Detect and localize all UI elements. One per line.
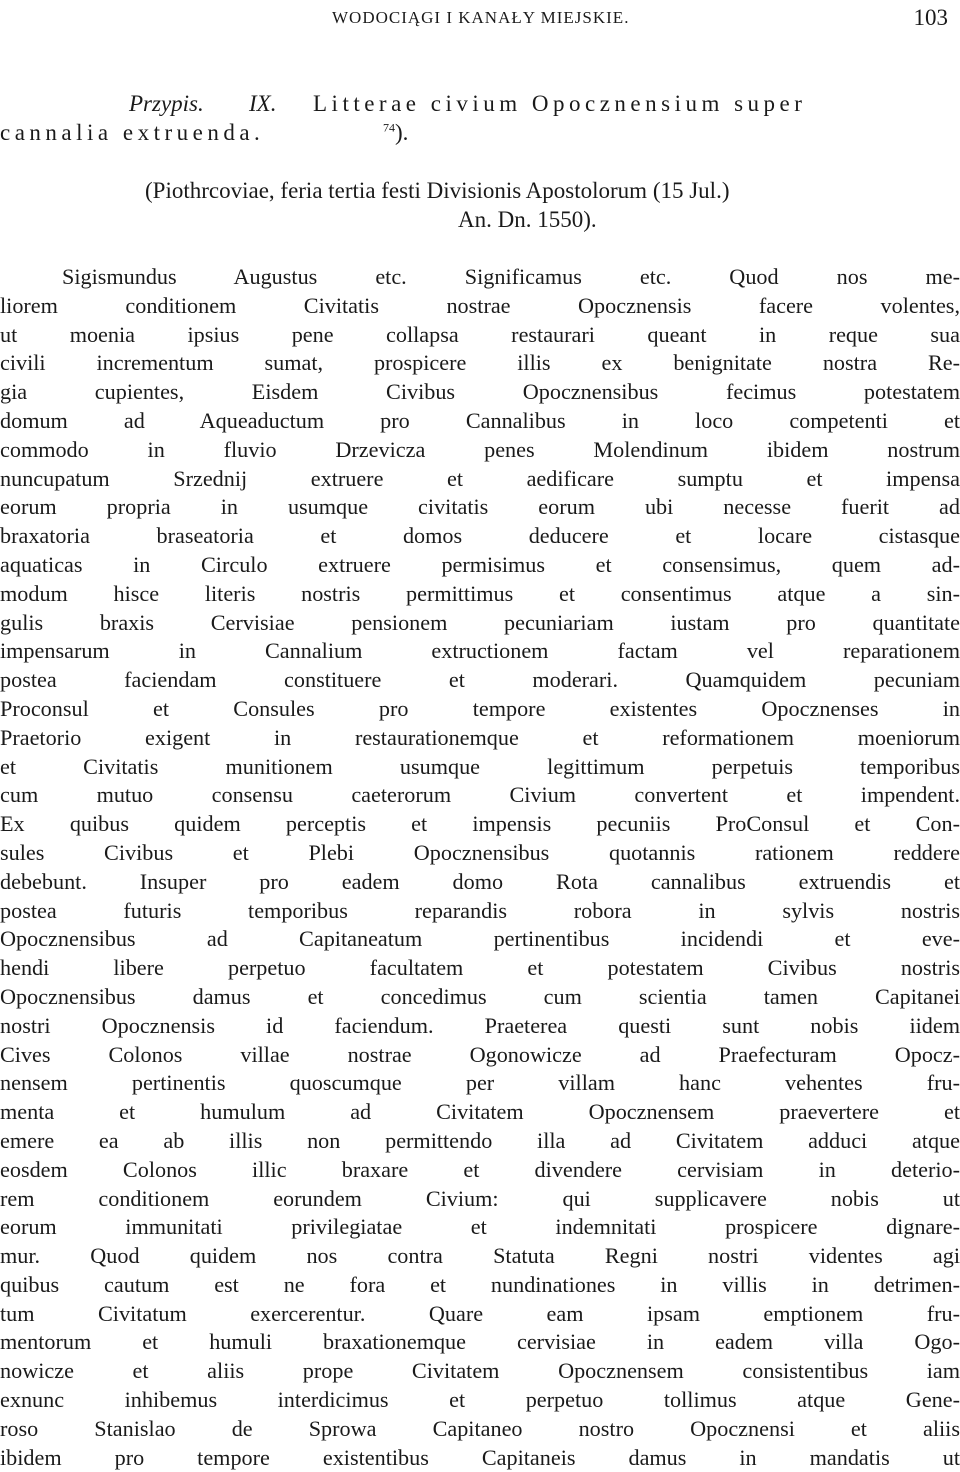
- body-line: Proconsul et Consules pro tempore existentes Opocznenses in: [0, 695, 960, 721]
- body-line: rem conditionem eorundem Civium: qui supplicavere nobis ut: [0, 1185, 960, 1211]
- body-line: nensem pertinentis quoscumque per villam hanc vehentes fru-: [0, 1070, 960, 1096]
- body-line: sules Civibus et Plebi Opocznensibus quotannis rationem reddere: [0, 839, 960, 865]
- body-line: gulis braxis Cervisiae pensionem pecuniariam iustam pro quantitate: [0, 609, 960, 635]
- body-line: Sigismundus Augustus etc. Significamus etc. Quod nos me-: [62, 264, 960, 289]
- body-line: eosdem Colonos illic braxare et divendere cervisiam in deterio-: [0, 1156, 960, 1182]
- heading-label: Przypis.: [129, 91, 204, 116]
- body-line: liorem conditionem Civitatis nostrae Opocznensis facere volentes,: [0, 292, 960, 318]
- body-line: mentorum et humuli braxationemque cervisiae in eadem villa Ogo-: [0, 1329, 960, 1355]
- body-line: roso Stanislao de Sprowa Capitaneo nostro Opocznensi et aliis: [0, 1415, 960, 1441]
- body-line: domum ad Aqueaductum pro Cannalibus in loco competenti et: [0, 407, 960, 433]
- body-line: cum mutuo consensu caeterorum Civium convertent et impendent.: [0, 782, 960, 808]
- body-line: gia cupientes, Eisdem Civibus Opocznensibus fecimus potestatem: [0, 379, 960, 405]
- body-line: et Civitatis munitionem usumque legittimum perpetuis temporibus: [0, 753, 960, 779]
- body-line: braxatoria braseatoria et domos deducere et locare cistasque: [0, 523, 960, 549]
- body-line: postea faciendam constituere et moderari. Quamquidem pecuniam: [0, 667, 960, 693]
- body-line: quibus cautum est ne fora et nundinationes in villis in detrimen-: [0, 1271, 960, 1297]
- body-line: Cives Colonos villae nostrae Ogonowicze ad Praefecturam Opocz-: [0, 1041, 960, 1067]
- body-line: nuncupatum Srzednij extruere et aedificare sumptu et impensa: [0, 465, 960, 491]
- body-line: Ex quibus quidem perceptis et impensis pecuniis ProConsul et Con-: [0, 811, 960, 837]
- dateline-line1: (Piothrcoviae, feria tertia festi Divisionis Apostolorum (15 Jul.): [145, 178, 730, 203]
- body-line: nowicze et aliis prope Civitatem Opocznensem consistentibus iam: [0, 1358, 960, 1384]
- body-line: modum hisce literis nostris permittimus et consentimus atque a sin-: [0, 580, 960, 606]
- body-line: ibidem pro tempore existentibus Capitaneis damus in mandatis ut: [0, 1444, 960, 1470]
- body-text: [0, 263, 960, 1472]
- body-line: Opocznensibus ad Capitaneatum pertinentibus incidendi et eve-: [0, 926, 960, 952]
- heading-title-line1: Litterae civium Opocznensium super: [313, 91, 807, 116]
- body-line: mur. Quod quidem nos contra Statuta Regni nostri videntes agi: [0, 1243, 960, 1269]
- body-line: civili incrementum sumat, prospicere illis ex benignitate nostra Re-: [0, 350, 960, 376]
- heading-title-end: ).: [395, 120, 409, 145]
- body-line: hendi libere perpetuo facultatem et potestatem Civibus nostris: [0, 955, 960, 981]
- page-number: 103: [913, 5, 948, 30]
- running-title: WODOCIĄGI I KANAŁY MIEJSKIE.: [332, 8, 630, 27]
- body-line: exnunc inhibemus interdicimus et perpetuo tollimus atque Gene-: [0, 1387, 960, 1413]
- body-line: aquaticas in Circulo extruere permisimus et consensimus, quem ad-: [0, 551, 960, 577]
- dateline-line2: An. Dn. 1550).: [458, 207, 597, 232]
- body-line: tum Civitatum exercerentur. Quare eam ipsam emptionem fru-: [0, 1300, 960, 1326]
- body-line: impensarum in Cannalium extructionem factam vel reparationem: [0, 638, 960, 664]
- body-line: Praetorio exigent in restaurationemque et reformationem moeniorum: [0, 724, 960, 750]
- running-header: [0, 4, 960, 34]
- body-line: debebunt. Insuper pro eadem domo Rota cannalibus extruendis et: [0, 868, 960, 894]
- body-line: eorum immunitati privilegiatae et indemnitati prospicere dignare-: [0, 1214, 960, 1240]
- heading-title-line2: cannalia extruenda.: [0, 120, 265, 145]
- body-line: eorum propria in usumque civitatis eorum ubi necesse fuerit ad: [0, 494, 960, 520]
- body-line: menta et humulum ad Civitatem Opocznensem praevertere et: [0, 1099, 960, 1125]
- body-line: emere ea ab illis non permittendo illa ad Civitatem adduci atque: [0, 1127, 960, 1153]
- body-line: ut moenia ipsius pene collapsa restaurari queant in reque sua: [0, 321, 960, 347]
- heading-numeral: IX.: [249, 91, 277, 116]
- body-line: Opocznensibus damus et concedimus cum scientia tamen Capitanei: [0, 983, 960, 1009]
- footnote-ref: 74: [383, 120, 395, 135]
- body-line: postea futuris temporibus reparandis robora in sylvis nostris: [0, 897, 960, 923]
- body-line: commodo in fluvio Drzevicza penes Molendinum ibidem nostrum: [0, 436, 960, 462]
- body-line: nostri Opocznensis id faciendum. Praeterea questi sunt nobis iidem: [0, 1012, 960, 1038]
